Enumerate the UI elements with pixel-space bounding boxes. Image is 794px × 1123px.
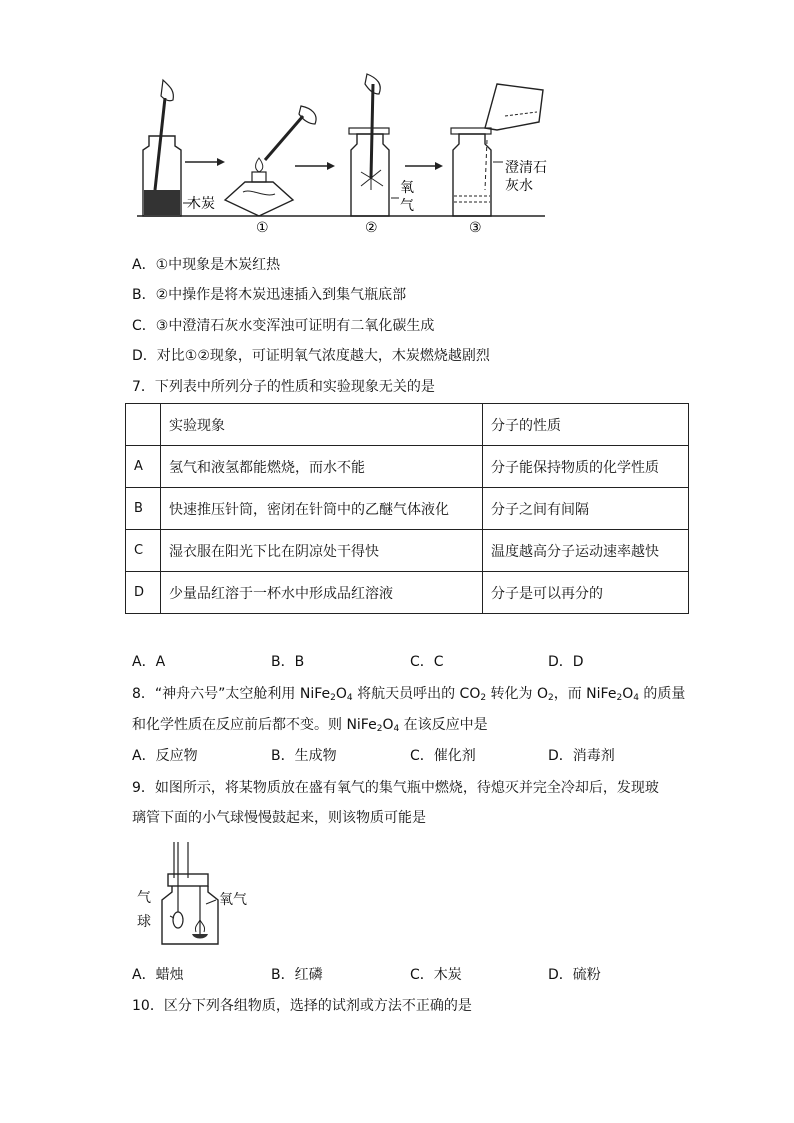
balloon-label-2: 球 (137, 914, 151, 930)
alcohol-lamp (225, 106, 316, 216)
arrow-2 (295, 162, 335, 170)
table-cell: 快速推压针筒，密闭在针筒中的乙醚气体液化 (161, 488, 483, 530)
table-cell: C (126, 530, 161, 572)
balloon-jar-figure (130, 838, 270, 950)
table-cell: A (126, 446, 161, 488)
step-1-label: ① (256, 220, 269, 236)
arrow-1 (185, 158, 225, 166)
q8-stem-line-2: 和化学性质在反应前后都不变。则 $NiFe_2O_4$ 在该反应中是 (132, 717, 488, 734)
oxygen-label: 氧气 (219, 892, 247, 908)
limewater-label-1: 澄清石 (505, 160, 547, 176)
limewater-jar (451, 84, 543, 216)
q8-option-d: D．消毒剂 (548, 748, 615, 764)
table-cell: 氢气和液氢都能燃烧，而水不能 (161, 446, 483, 488)
q8-option-c: C．催化剂 (410, 748, 476, 764)
q7-table (125, 403, 689, 614)
table-row (126, 530, 689, 572)
table-cell: D (126, 572, 161, 614)
table-cell: B (126, 488, 161, 530)
q6-option-b: B．②中操作是将木炭迅速插入到集气瓶底部 (132, 287, 407, 303)
q8-stem-line-1: 8．“神舟六号”太空舱利用 $NiFe_2O_4$ 将航天员呼出的 $CO_2$ 转化为 $O_2$，而 $NiFe_2O_4$ 的质量 (132, 686, 686, 703)
table-cell: 分子能保持物质的化学性质 (483, 446, 689, 488)
q7-stem: 7．下列表中所列分子的性质和实验现象无关的是 (132, 379, 435, 395)
q9-option-d: D．硫粉 (548, 967, 601, 983)
q9-option-c: C．木炭 (410, 967, 462, 983)
q6-option-c: C．③中澄清石灰水变浑浊可证明有二氧化碳生成 (132, 318, 435, 334)
q7-option-a: A．A (132, 654, 166, 670)
table-header-phenomenon: 实验现象 (161, 404, 483, 446)
charcoal-experiment-figure (125, 70, 565, 240)
table-header-property: 分子的性质 (483, 404, 689, 446)
q9-stem-line-2: 璃管下面的小气球慢慢鼓起来，则该物质可能是 (132, 810, 426, 826)
q7-option-d: D．D (548, 654, 584, 670)
table-cell: 分子之间有间隔 (483, 488, 689, 530)
q8-option-b: B．生成物 (271, 748, 337, 764)
step-3-label: ③ (469, 220, 482, 236)
q8-option-a: A．反应物 (132, 748, 198, 764)
table-cell: 少量品红溶于一杯水中形成品红溶液 (161, 572, 483, 614)
q7-option-c: C．C (410, 654, 444, 670)
q10-stem: 10．区分下列各组物质，选择的试剂或方法不正确的是 (132, 998, 472, 1014)
q7-option-b: B．B (271, 654, 305, 670)
table-row (126, 488, 689, 530)
limewater-label-2: 灰水 (505, 178, 533, 194)
charcoal-label: 木炭 (187, 196, 215, 212)
table-header-row (126, 404, 689, 446)
oxygen-jar (349, 74, 399, 216)
balloon-label-1: 气 (137, 890, 151, 906)
table-cell: 湿衣服在阳光下比在阴凉处干得快 (161, 530, 483, 572)
q6-option-a: A．①中现象是木炭红热 (132, 257, 281, 273)
table-cell: 分子是可以再分的 (483, 572, 689, 614)
table-cell: 温度越高分子运动速率越快 (483, 530, 689, 572)
q6-option-d: D．对比①②现象，可证明氧气浓度越大，木炭燃烧越剧烈 (132, 348, 490, 364)
q9-stem-line-1: 9．如图所示，将某物质放在盛有氧气的集气瓶中燃烧，待熄灭并完全冷却后，发现玻 (132, 780, 659, 796)
q9-option-b: B．红磷 (271, 967, 323, 983)
table-row (126, 572, 689, 614)
oxygen-label-2: 气 (400, 198, 414, 214)
q9-option-a: A．蜡烛 (132, 967, 184, 983)
arrow-3 (405, 162, 443, 170)
charcoal-jar (143, 80, 191, 216)
table-row (126, 446, 689, 488)
oxygen-label-1: 氧 (400, 180, 414, 196)
table-cell (126, 404, 161, 446)
step-2-label: ② (365, 220, 378, 236)
